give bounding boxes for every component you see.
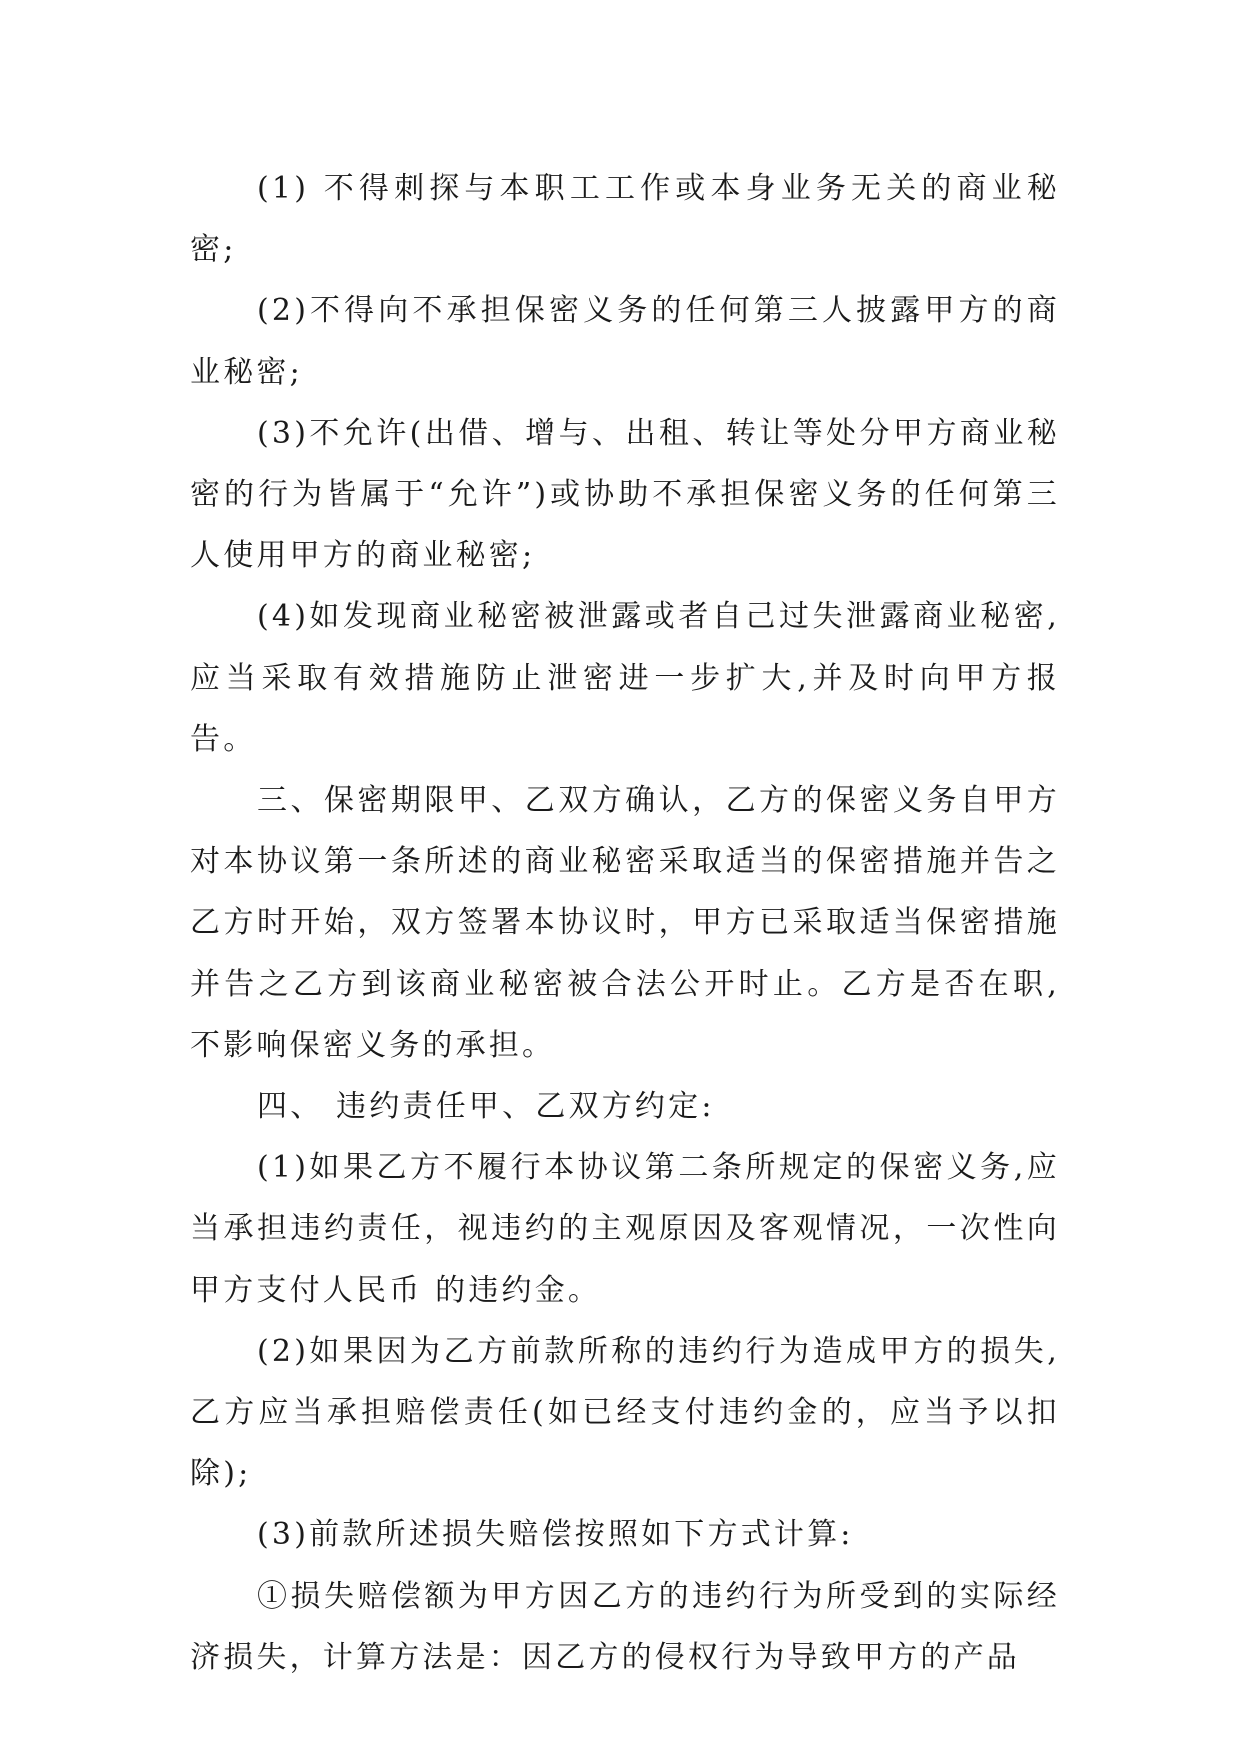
paragraph-clause-2-2: (2)不得向不承担保密义务的任何第三人披露甲方的商业秘密; [190, 293, 1060, 390]
paragraph-damages-calculation: ①损失赔偿额为甲方因乙方的违约行为所受到的实际经济损失，计算方法是：因乙方的侵权行为导致甲方的产品 [190, 1578, 1060, 1675]
paragraph-clause-4-2: (2)如果因为乙方前款所称的违约行为造成甲方的损失,乙方应当承担赔偿责任(如已经支付违约金的，应当予以扣除); [190, 1333, 1060, 1492]
document-body [190, 158, 1060, 1688]
paragraph-clause-2-1: (1) 不得刺探与本职工工作或本身业务无关的商业秘密; [190, 171, 1060, 268]
paragraph-clause-4-3: (3)前款所述损失赔偿按照如下方式计算: [257, 1517, 854, 1553]
paragraph-section-4-heading: 四、 违约责任甲、乙双方约定: [257, 1089, 715, 1125]
paragraph-clause-2-3: (3)不允许(出借、增与、出租、转让等处分甲方商业秘密的行为皆属于“允许”)或协助不承担保密义务的任何第三人使用甲方的商业秘密; [190, 415, 1060, 574]
paragraph-clause-2-4: (4)如发现商业秘密被泄露或者自己过失泄露商业秘密,应当采取有效措施防止泄密进一步扩大,并及时向甲方报告。 [190, 599, 1060, 757]
paragraph-section-3-confidentiality-period: 三、保密期限甲、乙双方确认，乙方的保密义务自甲方对本协议第一条所述的商业秘密采取适当的保密措施并告之乙方时开始，双方签署本协议时，甲方已采取适当保密措施并告之乙方到该商业秘密被合法公开时止。乙方是否在职,不影响保密义务的承担。 [190, 783, 1060, 1063]
paragraph-clause-4-1: (1)如果乙方不履行本协议第二条所规定的保密义务,应当承担违约责任，视违约的主观原因及客观情况，一次性向甲方支付人民币 的违约金。 [190, 1150, 1060, 1308]
